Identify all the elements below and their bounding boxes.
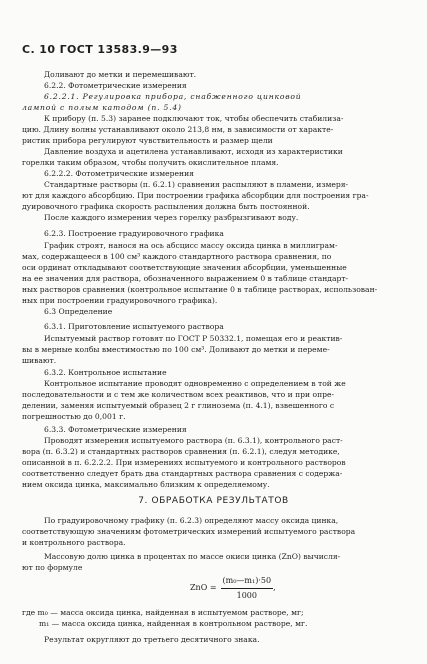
text-line: мах, содержащееся в 100 см³ каждого стандартного раствора сравнения, по [22, 252, 332, 261]
text-line: Массовую долю цинка в процентах по массе окиси цинка (ZnO) вычисля- [44, 552, 341, 561]
text-line: Давление воздуха и ацетилена устанавливают, исходя из характеристики [44, 147, 343, 156]
text-line: описанной в п. 6.2.2.2. При измерениях испытуемого и контрольного растворов [22, 458, 346, 467]
where-line: m₁ — масса оксида цинка, найденная в контрольном растворе, мг. [39, 619, 308, 628]
text-line: После каждого измерения через горелку разбрызгивают воду. [44, 213, 299, 222]
text-line: горелки таким образом, чтобы получить окислительное пламя. [22, 158, 279, 167]
subheading: 6.2.2.2. Фотометрические измерения [44, 169, 194, 178]
text-line: Стандартные растворы (п. 6.2.1) сравнения распыляют в пламени, измеря- [44, 180, 349, 189]
text-line: Проводят измерения испытуемого раствора (п. 6.3.1), контрольного раст- [44, 436, 343, 445]
text-line: Доливают до метки и перемешивают. [44, 70, 197, 79]
formula-numerator: (m₀—m₁)·50 [221, 576, 274, 589]
text-line: ных растворов сравнения (контрольное испытание 0 в таблице растворах, использован- [22, 285, 378, 294]
formula-suffix: , [273, 583, 276, 593]
text-line: ют по формуле [22, 563, 83, 572]
subheading: 6.3.3. Фотометрические измерения [44, 425, 187, 434]
text-line: Испытуемый раствор готовят по ГОСТ Р 50332.1, помещая его и реактив- [44, 334, 343, 343]
text-line: дуировочного графика скорость распыления должна быть постоянной. [22, 202, 310, 211]
page-header: С. 10 ГОСТ 13583.9—93 [22, 43, 178, 56]
section-title: 7. ОБРАБОТКА РЕЗУЛЬТАТОВ [138, 496, 289, 506]
text-line: оси ординат откладывают соответствующие значения абсорбции, уменьшенные [22, 263, 347, 272]
text-line: и контрольного раствора. [22, 538, 126, 547]
subheading: 6.3.1. Приготовление испытуемого раствора [44, 322, 224, 331]
text-line: нием оксида цинка, максимально близким к определяемому. [22, 480, 270, 489]
text-line: К прибору (п. 5.3) заранее подключают ток, чтобы обеспечить стабилиза- [44, 114, 344, 123]
subheading: 6.2.2.1. Регулировка прибора, снабженного цинковой [44, 92, 302, 101]
formula-lhs: ZnO = [190, 583, 217, 593]
text-line: на ее значения для раствора, обозначенного выражением 0 в таблице стандарт- [22, 274, 349, 283]
text-line: цию. Длину волны устанавливают около 213,8 нм, в зависимости от характе- [22, 125, 334, 134]
text-line: ристик прибора регулируют чувствительность и размер щели [22, 136, 273, 145]
final-line: Результат округляют до третьего десятичного знака. [44, 635, 260, 644]
subheading: 6.3.2. Контрольное испытание [44, 368, 167, 377]
formula [190, 576, 276, 600]
text-line: вы в мерные колбы вместимостью по 100 см³. Доливают до метки и переме- [22, 345, 330, 354]
subheading: лампой с полым катодом (п. 5.4) [22, 103, 182, 112]
subheading: 6.2.2. Фотометрические измерения [44, 81, 187, 90]
subheading: 6.3 Определение [44, 307, 113, 316]
text-line: последовательности и с тем же количеством всех реактивов, что и при опре- [22, 390, 335, 399]
formula-fraction [221, 576, 274, 600]
text-line: ных при построении градуировочного графика). [22, 296, 218, 305]
text-line: делении, заменяя испытуемый образец 2 г глинозема (п. 4.1), взвешенного с [22, 401, 335, 410]
text-line: шивают. [22, 356, 57, 365]
text-line: Контрольное испытание проводят одновременно с определением в той же [44, 379, 346, 388]
text-line: погрешностью до 0,001 г. [22, 412, 126, 421]
text-line: соответственно следует брать два стандартных раствора сравнения с содержа- [22, 469, 343, 478]
text-line: ют для каждого абсорбцию. При построении графика абсорбции для построения гра- [22, 191, 369, 200]
text-line: График строят, нанося на ось абсцисс массу оксида цинка в миллиграм- [44, 241, 338, 250]
text-line: соответствующую значениям фотометрических измерений испытуемого раствора [22, 527, 356, 536]
formula-denominator: 1000 [236, 590, 257, 600]
where-line: где m₀ — масса оксида цинка, найденная в испытуемом растворе, мг; [22, 608, 304, 617]
text-line: вора (п. 6.3.2) и стандартных растворов сравнения (п. 6.2.1), следуя методике, [22, 447, 340, 456]
text-line: По градуировочному графику (п. 6.2.3) определяют массу оксида цинка, [44, 516, 339, 525]
subheading: 6.2.3. Построение градуировочного графика [44, 229, 224, 238]
